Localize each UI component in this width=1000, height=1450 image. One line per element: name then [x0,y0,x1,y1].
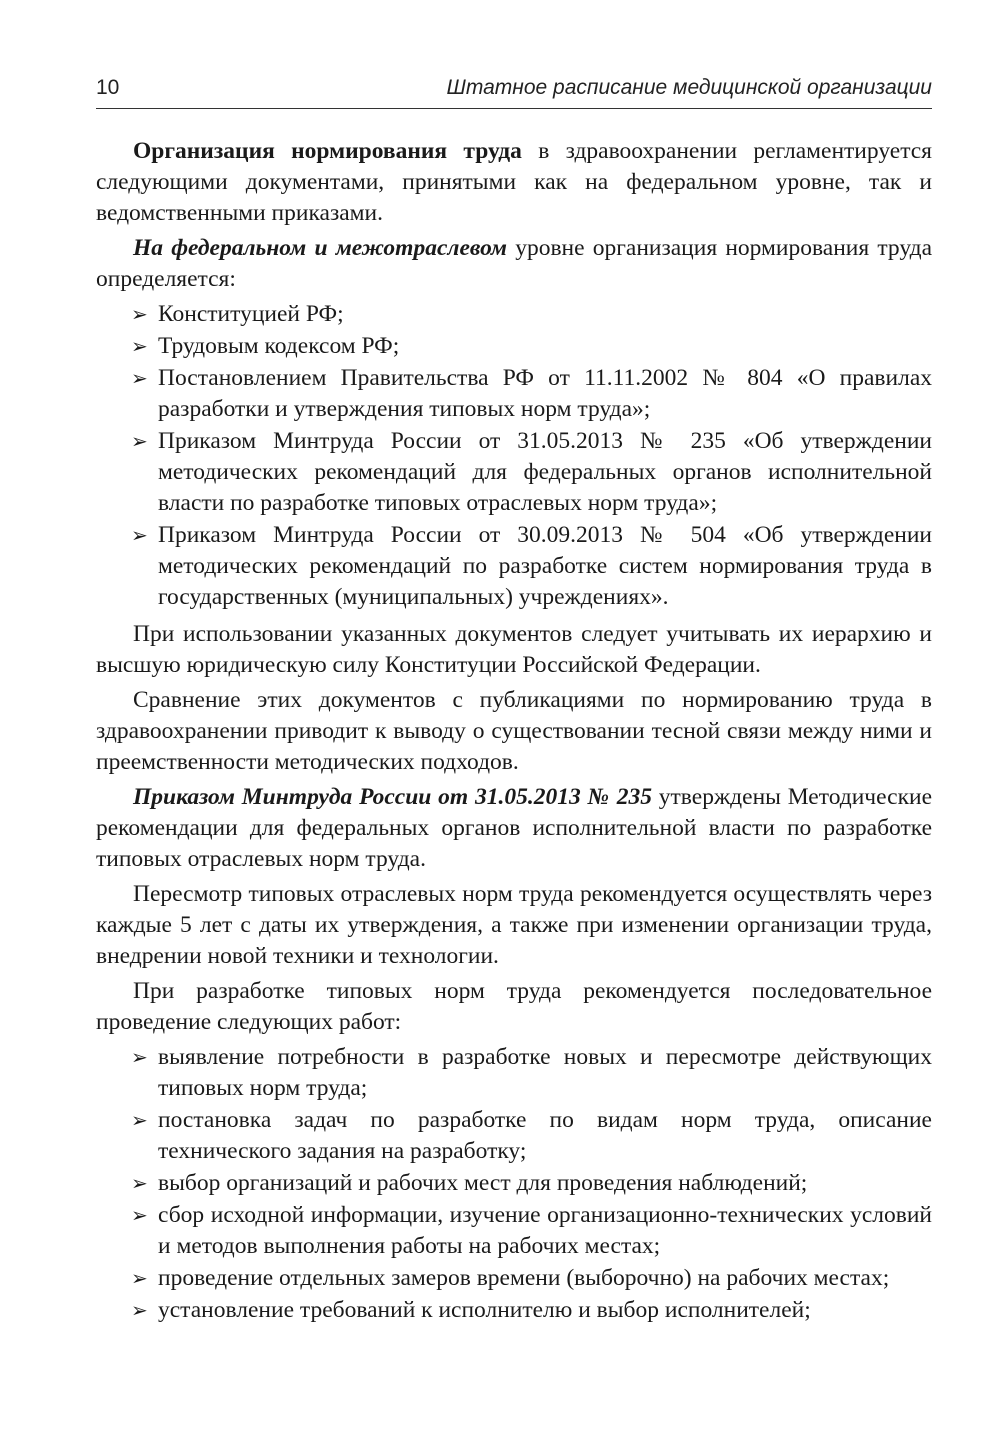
list-item-text: Конституцией РФ; [158,301,344,327]
list-item-text: постановка задач по разработке по видам норм труда, описание технического задания на разработку; [158,1107,932,1164]
paragraph-text: уровне организация нормирования труда определяется: [96,235,933,292]
list-item [131,1105,932,1167]
arrow-bullet-icon: ➢ [131,429,148,453]
running-header [96,76,932,109]
arrow-bullet-icon: ➢ [131,1203,148,1227]
list-item [131,520,932,613]
paragraph-federal-level [96,233,932,295]
arrow-bullet-icon: ➢ [131,366,148,390]
paragraph-lead: На федеральном и межотраслевом [133,235,508,261]
list-item-text: выбор организаций и рабочих мест для проведения наблюдений; [158,1170,808,1196]
arrow-bullet-icon: ➢ [131,1045,148,1069]
paragraph-development: При разработке типовых норм труда рекомендуется последовательное проведение следующих работ: [96,978,932,1035]
arrow-bullet-icon: ➢ [131,1108,148,1132]
documents-list [96,299,932,613]
paragraph-text: в здравоохранении регламентируется следующими документами, принятыми как на федеральном уровне, так и ведомственными приказами. [96,138,932,226]
list-item [131,363,932,425]
paragraph-comparison: Сравнение этих документов с публикациями по нормированию труда в здравоохранении приводит к выводу о существовании тесной связи между ними и преемственности методических подходов. [96,687,932,775]
paragraph-revision: Пересмотр типовых отраслевых норм труда рекомендуется осуществлять через каждые 5 лет с даты их утверждения, а также при изменении организации труда, внедрении новой техники и технологии. [96,881,932,969]
list-item [131,1263,932,1294]
list-item [131,331,932,362]
works-list [96,1042,932,1326]
list-item-text: установление требований к исполнителю и выбор исполнителей; [158,1297,811,1323]
arrow-bullet-icon: ➢ [131,523,148,547]
list-item-text: проведение отдельных замеров времени (выборочно) на рабочих местах; [158,1265,890,1291]
paragraph-lead: Организация нормирования труда [133,138,522,164]
list-item [131,1200,932,1262]
arrow-bullet-icon: ➢ [131,1171,148,1195]
list-item-text: Постановлением Правительства РФ от 11.11.2002 № 804 «О правилах разработки и утверждения типовых норм труда»; [158,365,932,422]
arrow-bullet-icon: ➢ [131,1298,148,1322]
paragraph-intro [96,136,932,229]
arrow-bullet-icon: ➢ [131,1266,148,1290]
paragraph-text: утверждены Методические рекомендации для федеральных органов исполнительной власти по разработке типовых отраслевых норм труда. [96,784,932,872]
list-item [131,299,932,330]
page-body [96,136,932,1332]
list-item-text: сбор исходной информации, изучение организационно-технических условий и методов выполнения работы на рабочих местах; [158,1202,932,1259]
list-item-text: выявление потребности в разработке новых и пересмотре действующих типовых норм труда; [158,1044,932,1101]
page-number: 10 [96,76,120,99]
arrow-bullet-icon: ➢ [131,302,148,326]
list-item [131,426,932,519]
paragraph-order-235 [96,782,932,875]
list-item-text: Трудовым кодексом РФ; [158,333,400,359]
list-item [131,1042,932,1104]
arrow-bullet-icon: ➢ [131,334,148,358]
paragraph-lead: Приказом Минтруда России от 31.05.2013 № 235 [133,784,652,810]
paragraph-hierarchy: При использовании указанных документов следует учитывать их иерархию и высшую юридическую силу Конституции Российской Федерации. [96,621,932,678]
list-item [131,1168,932,1199]
list-item-text: Приказом Минтруда России от 31.05.2013 № 235 «Об утверждении методических рекомендаций для федеральных органов исполнительной власти по разработке типовых отраслевых норм труда»; [158,428,932,516]
list-item [131,1295,932,1326]
running-title: Штатное расписание медицинской организации [446,76,932,99]
list-item-text: Приказом Минтруда России от 30.09.2013 № 504 «Об утверждении методических рекомендаций по разработке систем нормирования труда в государственных (муниципальных) учреждениях». [158,522,932,610]
